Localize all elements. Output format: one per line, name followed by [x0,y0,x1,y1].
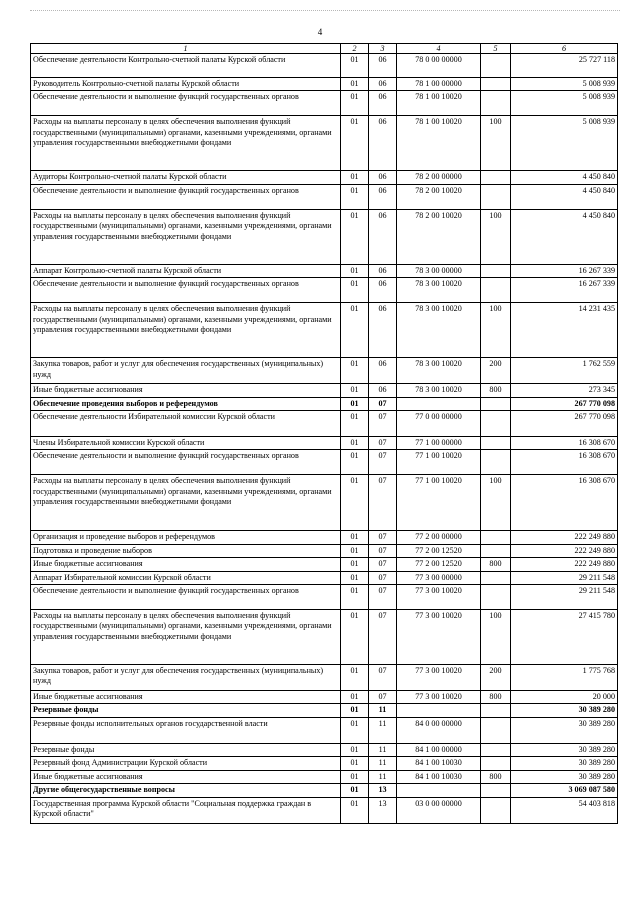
row-section: 01 [341,358,369,384]
row-name: Обеспечение деятельности и выполнение функций государственных органов [31,450,341,475]
table-row [31,303,618,358]
row-subsection: 13 [369,797,397,823]
row-name: Иные бюджетные ассигнования [31,770,341,783]
row-name: Аппарат Избирательной комиссии Курской области [31,571,341,584]
row-target-article: 77 0 00 00000 [397,411,481,437]
row-target-article: 03 0 00 00000 [397,797,481,823]
row-target-article: 78 2 00 00000 [397,171,481,184]
row-section: 01 [341,797,369,823]
row-amount: 20 000 [511,691,618,704]
row-subsection: 13 [369,784,397,797]
row-subsection: 07 [369,571,397,584]
row-expense-type: 800 [481,384,511,397]
row-section: 01 [341,531,369,544]
row-target-article: 78 3 00 00000 [397,264,481,277]
row-name: Резервные фонды исполнительных органов государственной власти [31,717,341,743]
row-expense-type [481,171,511,184]
row-amount: 4 450 840 [511,171,618,184]
row-subsection: 07 [369,437,397,450]
row-subsection: 07 [369,397,397,410]
row-amount: 222 249 880 [511,558,618,571]
row-name: Обеспечение деятельности Контрольно-счетной палаты Курской области [31,54,341,78]
row-expense-type: 100 [481,303,511,358]
row-name: Резервный фонд Администрации Курской области [31,757,341,770]
row-subsection: 11 [369,717,397,743]
row-subsection: 06 [369,184,397,209]
row-subsection: 06 [369,303,397,358]
row-amount: 16 308 670 [511,450,618,475]
table-row [31,450,618,475]
row-expense-type [481,91,511,116]
row-amount: 267 770 098 [511,397,618,410]
row-section: 01 [341,757,369,770]
row-section: 01 [341,704,369,717]
row-subsection: 06 [369,171,397,184]
row-section: 01 [341,116,369,171]
row-expense-type [481,544,511,557]
row-section: 01 [341,264,369,277]
table-row [31,264,618,277]
row-target-article: 78 0 00 00000 [397,54,481,78]
table-row [31,665,618,691]
table-row [31,78,618,91]
row-amount: 222 249 880 [511,531,618,544]
row-amount: 273 345 [511,384,618,397]
row-target-article: 77 2 00 00000 [397,531,481,544]
row-target-article: 78 3 00 10020 [397,278,481,303]
row-expense-type: 200 [481,665,511,691]
row-name: Обеспечение проведения выборов и референдумов [31,397,341,410]
row-section: 01 [341,397,369,410]
row-section: 01 [341,665,369,691]
table-row [31,704,618,717]
table-row [31,475,618,531]
row-expense-type [481,717,511,743]
row-target-article: 78 1 00 10020 [397,91,481,116]
row-target-article: 77 3 00 10020 [397,691,481,704]
row-name: Подготовка и проведение выборов [31,544,341,557]
row-name: Руководитель Контрольно-счетной палаты Курской области [31,78,341,91]
row-name: Расходы на выплаты персоналу в целях обеспечения выполнения функций государственными (муниципальными) органами, казенными учреждениями, органами управления государственными внебюджетными фондами [31,116,341,171]
table-row [31,171,618,184]
table-row [31,531,618,544]
row-amount: 14 231 435 [511,303,618,358]
header-cell-target-article: 4 [397,44,481,54]
row-subsection: 06 [369,358,397,384]
row-amount: 30 389 280 [511,704,618,717]
row-target-article: 77 3 00 00000 [397,571,481,584]
table-row [31,437,618,450]
row-expense-type [481,411,511,437]
row-section: 01 [341,691,369,704]
row-section: 01 [341,450,369,475]
row-amount: 29 211 548 [511,571,618,584]
row-amount: 16 267 339 [511,264,618,277]
row-section: 01 [341,475,369,531]
row-name: Расходы на выплаты персоналу в целях обеспечения выполнения функций государственными (муниципальными) органами, казенными учреждениями, органами управления государственными внебюджетными фондами [31,209,341,264]
row-amount: 30 389 280 [511,743,618,756]
table-row [31,757,618,770]
row-section: 01 [341,384,369,397]
row-subsection: 06 [369,384,397,397]
row-section: 01 [341,784,369,797]
table-row [31,358,618,384]
row-target-article: 78 3 00 10020 [397,358,481,384]
table-row [31,797,618,823]
row-name: Обеспечение деятельности и выполнение функций государственных органов [31,184,341,209]
row-name: Другие общегосударственные вопросы [31,784,341,797]
row-expense-type: 100 [481,209,511,264]
header-row [31,44,618,54]
row-name: Члены Избирательной комиссии Курской области [31,437,341,450]
row-subsection: 07 [369,665,397,691]
row-name: Обеспечение деятельности и выполнение функций государственных органов [31,91,341,116]
row-section: 01 [341,78,369,91]
row-amount: 16 308 670 [511,475,618,531]
row-name: Закупка товаров, работ и услуг для обеспечения государственных (муниципальных) нужд [31,358,341,384]
row-expense-type [481,571,511,584]
row-section: 01 [341,558,369,571]
row-name: Резервные фонды [31,704,341,717]
row-subsection: 06 [369,78,397,91]
table-row [31,278,618,303]
row-section: 01 [341,411,369,437]
row-amount: 4 450 840 [511,209,618,264]
row-subsection: 11 [369,757,397,770]
row-section: 01 [341,717,369,743]
row-subsection: 07 [369,610,397,665]
row-target-article [397,704,481,717]
row-name: Обеспечение деятельности и выполнение функций государственных органов [31,278,341,303]
row-target-article: 78 1 00 10020 [397,116,481,171]
row-subsection: 07 [369,585,397,610]
row-amount: 1 775 768 [511,665,618,691]
row-name: Организация и проведение выборов и референдумов [31,531,341,544]
row-target-article [397,397,481,410]
row-amount: 25 727 118 [511,54,618,78]
row-expense-type: 100 [481,610,511,665]
row-name: Обеспечение деятельности и выполнение функций государственных органов [31,585,341,610]
row-section: 01 [341,743,369,756]
row-amount: 4 450 840 [511,184,618,209]
row-subsection: 11 [369,743,397,756]
row-section: 01 [341,91,369,116]
table-row [31,558,618,571]
row-name: Государственная программа Курской области "Социальная поддержка граждан в Курской области" [31,797,341,823]
table-row [31,384,618,397]
table-row [31,411,618,437]
scan-artifacts [30,10,620,15]
table-row [31,743,618,756]
row-target-article: 77 2 00 12520 [397,544,481,557]
row-expense-type [481,78,511,91]
row-section: 01 [341,171,369,184]
row-name: Расходы на выплаты персоналу в целях обеспечения выполнения функций государственными (муниципальными) органами, казенными учреждениями, органами управления государственными внебюджетными фондами [31,303,341,358]
row-subsection: 07 [369,450,397,475]
row-expense-type [481,450,511,475]
row-expense-type: 100 [481,475,511,531]
row-name: Расходы на выплаты персоналу в целях обеспечения выполнения функций государственными (муниципальными) органами, казенными учреждениями, органами управления государственными внебюджетными фондами [31,475,341,531]
row-expense-type [481,264,511,277]
row-subsection: 06 [369,278,397,303]
row-subsection: 07 [369,475,397,531]
row-target-article: 78 3 00 10020 [397,384,481,397]
row-subsection: 07 [369,544,397,557]
table-row [31,784,618,797]
row-expense-type [481,757,511,770]
row-target-article: 84 1 00 00000 [397,743,481,756]
row-section: 01 [341,544,369,557]
row-subsection: 07 [369,411,397,437]
row-expense-type [481,797,511,823]
row-name: Аппарат Контрольно-счетной палаты Курской области [31,264,341,277]
row-target-article: 84 1 00 10030 [397,770,481,783]
row-target-article: 77 1 00 10020 [397,450,481,475]
table-row [31,770,618,783]
row-amount: 5 008 939 [511,78,618,91]
row-expense-type [481,437,511,450]
row-amount: 267 770 098 [511,411,618,437]
row-amount: 29 211 548 [511,585,618,610]
row-section: 01 [341,303,369,358]
row-target-article: 78 3 00 10020 [397,303,481,358]
row-name: Расходы на выплаты персоналу в целях обеспечения выполнения функций государственными (муниципальными) органами, казенными учреждениями, органами управления государственными внебюджетными фондами [31,610,341,665]
table-body [31,54,618,824]
row-expense-type [481,54,511,78]
row-expense-type [481,278,511,303]
row-subsection: 06 [369,209,397,264]
table-row [31,691,618,704]
row-target-article: 77 3 00 10020 [397,610,481,665]
row-target-article: 78 2 00 10020 [397,209,481,264]
row-amount: 5 008 939 [511,116,618,171]
row-target-article: 77 3 00 10020 [397,585,481,610]
row-name: Аудиторы Контрольно-счетной палаты Курской области [31,171,341,184]
row-target-article: 77 2 00 12520 [397,558,481,571]
row-expense-type: 800 [481,770,511,783]
row-expense-type: 800 [481,691,511,704]
row-name: Иные бюджетные ассигнования [31,691,341,704]
header-cell-name: 1 [31,44,341,54]
row-amount: 30 389 280 [511,757,618,770]
row-expense-type: 200 [481,358,511,384]
page-number: 4 [317,27,323,37]
row-subsection: 07 [369,691,397,704]
row-section: 01 [341,770,369,783]
row-section: 01 [341,437,369,450]
header-cell-expense-type: 5 [481,44,511,54]
row-amount: 30 389 280 [511,717,618,743]
row-section: 01 [341,278,369,303]
row-section: 01 [341,610,369,665]
row-section: 01 [341,585,369,610]
table-row [31,91,618,116]
row-name: Закупка товаров, работ и услуг для обеспечения государственных (муниципальных) нужд [31,665,341,691]
row-expense-type [481,784,511,797]
row-amount: 222 249 880 [511,544,618,557]
row-name: Резервные фонды [31,743,341,756]
row-expense-type [481,184,511,209]
row-expense-type [481,704,511,717]
table-row [31,585,618,610]
row-section: 01 [341,571,369,584]
row-expense-type [481,397,511,410]
table-row [31,184,618,209]
table-row [31,571,618,584]
row-amount: 1 762 559 [511,358,618,384]
row-target-article [397,784,481,797]
row-section: 01 [341,184,369,209]
table-row [31,610,618,665]
row-section: 01 [341,209,369,264]
row-amount: 16 308 670 [511,437,618,450]
row-subsection: 06 [369,116,397,171]
row-subsection: 07 [369,558,397,571]
header-cell-section: 2 [341,44,369,54]
table-row [31,397,618,410]
table-row [31,54,618,78]
row-target-article: 77 1 00 00000 [397,437,481,450]
row-target-article: 84 0 00 00000 [397,717,481,743]
row-name: Иные бюджетные ассигнования [31,558,341,571]
row-subsection: 11 [369,704,397,717]
row-amount: 16 267 339 [511,278,618,303]
row-target-article: 84 1 00 10030 [397,757,481,770]
row-target-article: 77 1 00 10020 [397,475,481,531]
row-subsection: 11 [369,770,397,783]
row-target-article: 77 3 00 10020 [397,665,481,691]
row-amount: 27 415 780 [511,610,618,665]
row-section: 01 [341,54,369,78]
budget-table [30,43,618,824]
row-subsection: 06 [369,91,397,116]
row-expense-type [481,743,511,756]
table-row [31,544,618,557]
row-amount: 3 069 087 580 [511,784,618,797]
table-row [31,717,618,743]
row-subsection: 07 [369,531,397,544]
row-name: Обеспечение деятельности Избирательной комиссии Курской области [31,411,341,437]
row-amount: 5 008 939 [511,91,618,116]
row-amount: 54 403 818 [511,797,618,823]
table-row [31,116,618,171]
row-name: Иные бюджетные ассигнования [31,384,341,397]
row-expense-type [481,585,511,610]
row-target-article: 78 1 00 00000 [397,78,481,91]
row-expense-type [481,531,511,544]
row-expense-type: 800 [481,558,511,571]
row-subsection: 06 [369,264,397,277]
row-expense-type: 100 [481,116,511,171]
table-row [31,209,618,264]
header-cell-subsection: 3 [369,44,397,54]
row-subsection: 06 [369,54,397,78]
header-cell-amount: 6 [511,44,618,54]
row-amount: 30 389 280 [511,770,618,783]
row-target-article: 78 2 00 10020 [397,184,481,209]
